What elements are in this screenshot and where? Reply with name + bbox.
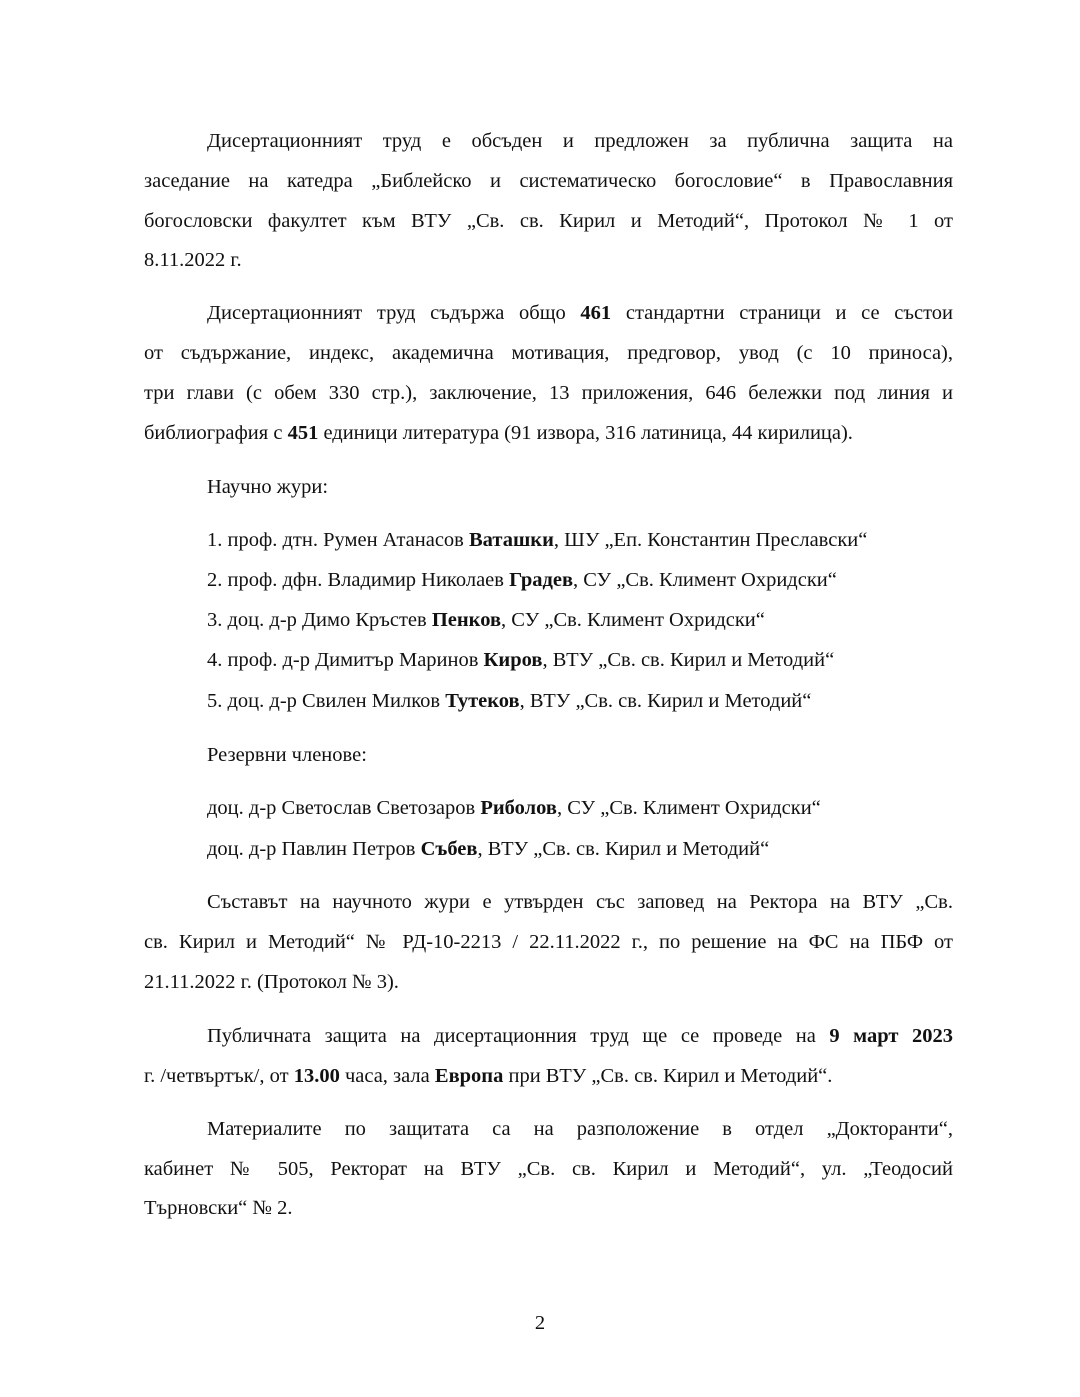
text-segment: 2. проф. дфн. Владимир Николаев <box>207 569 510 591</box>
text-segment: , СУ „Св. Климент Охридски“ <box>556 797 821 819</box>
bold-text: 9 март 2023 <box>829 1025 953 1047</box>
text-segment: библиография с <box>144 422 288 444</box>
text-segment: , СУ „Св. Климент Охридски“ <box>501 609 765 631</box>
text-segment: доц. д-р Павлин Петров <box>207 838 421 860</box>
text-segment: , ВТУ „Св. св. Кирил и Методий“ <box>477 838 770 860</box>
bold-text: Пенков <box>431 609 502 631</box>
text-segment: св. Кирил и Методий“ № РД-10-2213 / 22.11.2022 г., по решение на ФС на ПБФ от <box>144 931 953 953</box>
text-segment: , ВТУ „Св. св. Кирил и Методий“ <box>519 690 812 712</box>
bold-text: Европа <box>434 1065 504 1087</box>
jury-list-line <box>207 640 953 680</box>
reserve-list-line <box>207 788 953 828</box>
text-segment: Публичната защита на дисертационния труд ще се проведе на <box>207 1025 830 1047</box>
jury-list-line <box>207 600 953 640</box>
text-segment: 5. доц. д-р Свилен Милков <box>207 690 446 712</box>
text-segment: 21.11.2022 г. (Протокол № 3). <box>144 971 399 993</box>
text-segment: Дисертационният труд е обсъден и предложен за публична защита на <box>207 130 953 152</box>
paragraph-order-line <box>144 922 953 962</box>
paragraph-discussion-line <box>144 161 953 201</box>
paragraph-defense-line <box>144 1056 953 1096</box>
text-segment: от съдържание, индекс, академична мотивация, предговор, увод (с 10 приноса), <box>144 342 953 364</box>
paragraph-discussion-line <box>144 240 953 280</box>
text-segment: часа, зала <box>339 1065 435 1087</box>
reserve-heading-line <box>207 735 953 775</box>
paragraph-materials-line <box>144 1149 953 1189</box>
text-segment: Търновски“ № 2. <box>144 1197 293 1219</box>
paragraph-discussion-line <box>144 201 953 241</box>
paragraph-defense-line <box>207 1016 953 1056</box>
text-segment: , СУ „Св. Климент Охридски“ <box>573 569 837 591</box>
paragraph-contents-line <box>144 373 953 413</box>
paragraph-contents-line <box>144 413 953 453</box>
text-segment: единици литература (91 извора, 316 латиница, 44 кирилица). <box>318 422 853 444</box>
paragraph-order-line <box>144 962 953 1002</box>
paragraph-order-line <box>207 882 953 922</box>
text-segment: , ШУ „Еп. Константин Преславски“ <box>553 529 868 551</box>
paragraph-materials-line <box>144 1188 953 1228</box>
bold-text: 13.00 <box>293 1065 340 1087</box>
text-segment: доц. д-р Светослав Светозаров <box>207 797 481 819</box>
text-segment: 1. проф. дтн. Румен Атанасов <box>207 529 469 551</box>
text-segment: стандартни страници и се състои <box>611 302 953 324</box>
bold-text: Риболов <box>480 797 557 819</box>
text-segment: , ВТУ „Св. св. Кирил и Методий“ <box>542 649 835 671</box>
text-segment: Резервни членове: <box>207 744 367 766</box>
text-segment: богословски факултет към ВТУ „Св. св. Кирил и Методий“, Протокол № 1 от <box>144 210 953 232</box>
text-segment: кабинет № 505, Ректорат на ВТУ „Св. св. Кирил и Методий“, ул. „Теодосий <box>144 1158 953 1180</box>
jury-list-line <box>207 520 953 560</box>
paragraph-contents-line <box>144 333 953 373</box>
paragraph-contents-line <box>207 293 953 333</box>
text-segment: г. /четвъртък/, от <box>144 1065 294 1087</box>
text-segment: 8.11.2022 г. <box>144 249 242 271</box>
text-segment: Материалите по защитата са на разположение в отдел „Докторанти“, <box>207 1118 953 1140</box>
jury-heading-line <box>207 467 953 507</box>
bold-text: Тутеков <box>445 690 520 712</box>
bold-text: Ваташки <box>468 529 554 551</box>
jury-list-line <box>207 681 953 721</box>
text-segment: 4. проф. д-р Димитър Маринов <box>207 649 484 671</box>
paragraph-discussion-line <box>207 121 953 161</box>
text-segment: заседание на катедра „Библейско и систематическо богословие“ в Православния <box>144 170 953 192</box>
text-segment: три глави (с обем 330 стр.), заключение, 13 приложения, 646 бележки под линия и <box>144 382 953 404</box>
jury-list-line <box>207 560 953 600</box>
bold-text: Киров <box>483 649 543 671</box>
reserve-list-line <box>207 829 953 869</box>
bold-text: Градев <box>509 569 574 591</box>
page-number: 2 <box>534 1312 546 1334</box>
bold-text: 451 <box>287 422 319 444</box>
text-segment: 3. доц. д-р Димо Кръстев <box>207 609 432 631</box>
text-segment: Съставът на научното жури е утвърден със заповед на Ректора на ВТУ „Св. <box>207 891 953 913</box>
text-segment: Дисертационният труд съдържа общо <box>207 302 581 324</box>
text-segment: Научно жури: <box>207 476 329 498</box>
bold-text: 461 <box>580 302 612 324</box>
paragraph-materials-line <box>207 1109 953 1149</box>
text-segment: при ВТУ „Св. св. Кирил и Методий“. <box>503 1065 833 1087</box>
bold-text: Събев <box>420 838 478 860</box>
